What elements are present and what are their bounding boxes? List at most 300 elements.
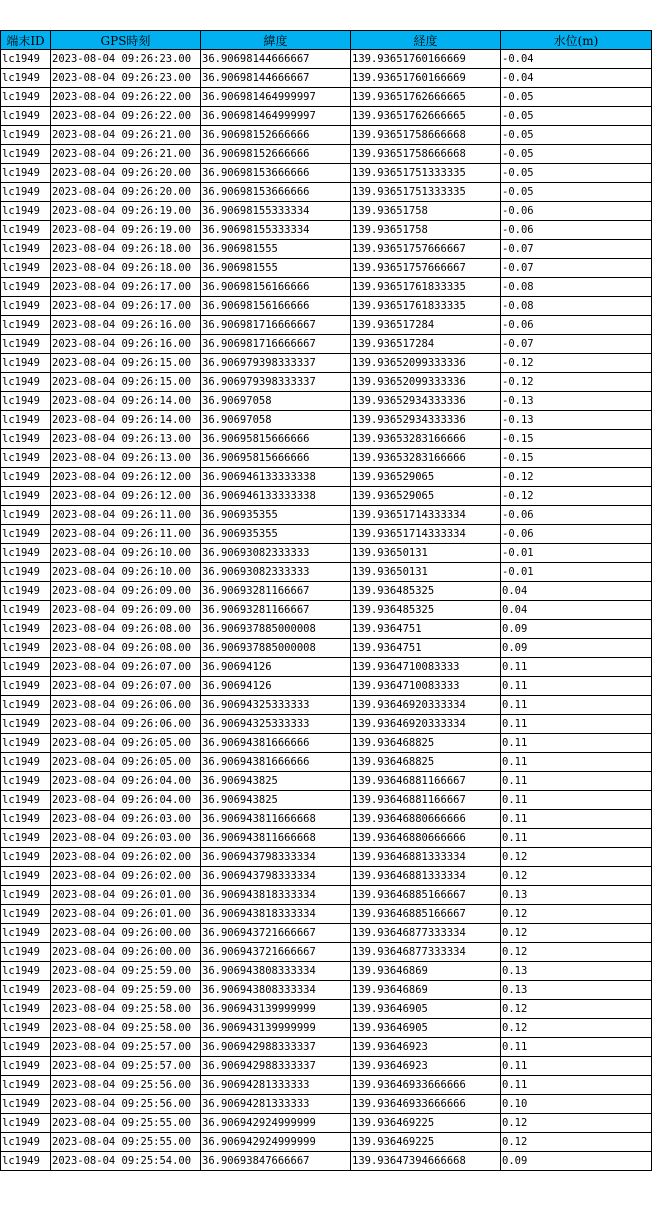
cell-water-level[interactable]: 0.11: [501, 753, 652, 772]
cell-latitude[interactable]: 36.90693281166667: [201, 601, 351, 620]
cell-latitude[interactable]: 36.906981464999997: [201, 88, 351, 107]
cell-device-id[interactable]: lc1949: [1, 639, 51, 658]
header-latitude[interactable]: 緯度: [201, 31, 351, 50]
cell-device-id[interactable]: lc1949: [1, 411, 51, 430]
cell-latitude[interactable]: 36.90694281333333: [201, 1095, 351, 1114]
cell-gps-time[interactable]: 2023-08-04 09:26:06.00: [51, 696, 201, 715]
cell-latitude[interactable]: 36.906943825: [201, 772, 351, 791]
cell-gps-time[interactable]: 2023-08-04 09:26:19.00: [51, 202, 201, 221]
cell-longitude[interactable]: 139.93651758: [351, 202, 501, 221]
cell-water-level[interactable]: 0.04: [501, 601, 652, 620]
cell-gps-time[interactable]: 2023-08-04 09:26:08.00: [51, 639, 201, 658]
cell-longitude[interactable]: 139.936468825: [351, 753, 501, 772]
cell-gps-time[interactable]: 2023-08-04 09:25:56.00: [51, 1076, 201, 1095]
cell-longitude[interactable]: 139.93651714333334: [351, 525, 501, 544]
cell-longitude[interactable]: 139.93646920333334: [351, 715, 501, 734]
cell-gps-time[interactable]: 2023-08-04 09:26:13.00: [51, 430, 201, 449]
cell-device-id[interactable]: lc1949: [1, 1019, 51, 1038]
cell-gps-time[interactable]: 2023-08-04 09:26:21.00: [51, 145, 201, 164]
cell-device-id[interactable]: lc1949: [1, 487, 51, 506]
cell-gps-time[interactable]: 2023-08-04 09:25:58.00: [51, 1019, 201, 1038]
cell-latitude[interactable]: 36.906981716666667: [201, 335, 351, 354]
cell-gps-time[interactable]: 2023-08-04 09:26:18.00: [51, 259, 201, 278]
cell-water-level[interactable]: -0.01: [501, 544, 652, 563]
cell-device-id[interactable]: lc1949: [1, 297, 51, 316]
cell-gps-time[interactable]: 2023-08-04 09:26:05.00: [51, 753, 201, 772]
cell-gps-time[interactable]: 2023-08-04 09:26:00.00: [51, 924, 201, 943]
cell-water-level[interactable]: 0.12: [501, 1114, 652, 1133]
cell-longitude[interactable]: 139.93646905: [351, 1000, 501, 1019]
cell-water-level[interactable]: -0.12: [501, 373, 652, 392]
cell-gps-time[interactable]: 2023-08-04 09:26:20.00: [51, 164, 201, 183]
cell-device-id[interactable]: lc1949: [1, 886, 51, 905]
cell-longitude[interactable]: 139.93646881166667: [351, 772, 501, 791]
cell-latitude[interactable]: 36.906981464999997: [201, 107, 351, 126]
cell-longitude[interactable]: 139.93651762666665: [351, 107, 501, 126]
cell-device-id[interactable]: lc1949: [1, 924, 51, 943]
header-device-id[interactable]: 端末ID: [1, 31, 51, 50]
cell-device-id[interactable]: lc1949: [1, 848, 51, 867]
cell-longitude[interactable]: 139.93647394666668: [351, 1152, 501, 1171]
cell-water-level[interactable]: 0.12: [501, 943, 652, 962]
cell-latitude[interactable]: 36.906937885000008: [201, 620, 351, 639]
cell-water-level[interactable]: -0.07: [501, 240, 652, 259]
cell-water-level[interactable]: 0.11: [501, 1076, 652, 1095]
cell-latitude[interactable]: 36.906943721666667: [201, 924, 351, 943]
cell-water-level[interactable]: 0.09: [501, 1152, 652, 1171]
cell-longitude[interactable]: 139.9364710083333: [351, 677, 501, 696]
cell-device-id[interactable]: lc1949: [1, 240, 51, 259]
cell-longitude[interactable]: 139.93646923: [351, 1038, 501, 1057]
cell-latitude[interactable]: 36.906943721666667: [201, 943, 351, 962]
cell-water-level[interactable]: 0.13: [501, 962, 652, 981]
cell-gps-time[interactable]: 2023-08-04 09:26:07.00: [51, 658, 201, 677]
cell-gps-time[interactable]: 2023-08-04 09:26:05.00: [51, 734, 201, 753]
cell-longitude[interactable]: 139.93651751333335: [351, 164, 501, 183]
cell-latitude[interactable]: 36.90694325333333: [201, 715, 351, 734]
header-gps-time[interactable]: GPS時刻: [51, 31, 201, 50]
cell-longitude[interactable]: 139.93650131: [351, 544, 501, 563]
cell-latitude[interactable]: 36.90694126: [201, 677, 351, 696]
cell-longitude[interactable]: 139.93651714333334: [351, 506, 501, 525]
cell-latitude[interactable]: 36.90698153666666: [201, 183, 351, 202]
cell-latitude[interactable]: 36.90698152666666: [201, 126, 351, 145]
cell-gps-time[interactable]: 2023-08-04 09:25:57.00: [51, 1038, 201, 1057]
cell-longitude[interactable]: 139.93650131: [351, 563, 501, 582]
cell-latitude[interactable]: 36.906942924999999: [201, 1133, 351, 1152]
cell-longitude[interactable]: 139.93646885166667: [351, 905, 501, 924]
cell-gps-time[interactable]: 2023-08-04 09:26:22.00: [51, 107, 201, 126]
cell-gps-time[interactable]: 2023-08-04 09:26:13.00: [51, 449, 201, 468]
cell-longitude[interactable]: 139.93651758666668: [351, 126, 501, 145]
cell-longitude[interactable]: 139.9364751: [351, 620, 501, 639]
cell-water-level[interactable]: 0.12: [501, 848, 652, 867]
cell-device-id[interactable]: lc1949: [1, 753, 51, 772]
cell-latitude[interactable]: 36.90693847666667: [201, 1152, 351, 1171]
cell-device-id[interactable]: lc1949: [1, 183, 51, 202]
cell-gps-time[interactable]: 2023-08-04 09:25:57.00: [51, 1057, 201, 1076]
cell-water-level[interactable]: -0.13: [501, 411, 652, 430]
cell-device-id[interactable]: lc1949: [1, 145, 51, 164]
cell-latitude[interactable]: 36.90698155333334: [201, 202, 351, 221]
cell-device-id[interactable]: lc1949: [1, 962, 51, 981]
cell-longitude[interactable]: 139.93646923: [351, 1057, 501, 1076]
cell-gps-time[interactable]: 2023-08-04 09:26:16.00: [51, 316, 201, 335]
cell-device-id[interactable]: lc1949: [1, 221, 51, 240]
cell-water-level[interactable]: -0.01: [501, 563, 652, 582]
cell-water-level[interactable]: -0.06: [501, 221, 652, 240]
cell-device-id[interactable]: lc1949: [1, 354, 51, 373]
cell-device-id[interactable]: lc1949: [1, 620, 51, 639]
cell-gps-time[interactable]: 2023-08-04 09:26:11.00: [51, 506, 201, 525]
cell-water-level[interactable]: 0.09: [501, 620, 652, 639]
cell-device-id[interactable]: lc1949: [1, 126, 51, 145]
cell-device-id[interactable]: lc1949: [1, 734, 51, 753]
cell-water-level[interactable]: 0.10: [501, 1095, 652, 1114]
cell-longitude[interactable]: 139.93651758666668: [351, 145, 501, 164]
cell-gps-time[interactable]: 2023-08-04 09:26:00.00: [51, 943, 201, 962]
cell-device-id[interactable]: lc1949: [1, 601, 51, 620]
cell-device-id[interactable]: lc1949: [1, 677, 51, 696]
cell-longitude[interactable]: 139.93651761833335: [351, 297, 501, 316]
cell-longitude[interactable]: 139.93646933666666: [351, 1076, 501, 1095]
cell-water-level[interactable]: 0.11: [501, 772, 652, 791]
cell-water-level[interactable]: -0.13: [501, 392, 652, 411]
cell-longitude[interactable]: 139.93646869: [351, 962, 501, 981]
cell-device-id[interactable]: lc1949: [1, 563, 51, 582]
cell-latitude[interactable]: 36.906981555: [201, 240, 351, 259]
cell-device-id[interactable]: lc1949: [1, 335, 51, 354]
cell-longitude[interactable]: 139.936468825: [351, 734, 501, 753]
cell-latitude[interactable]: 36.906943798333334: [201, 867, 351, 886]
cell-gps-time[interactable]: 2023-08-04 09:26:15.00: [51, 373, 201, 392]
cell-device-id[interactable]: lc1949: [1, 107, 51, 126]
cell-latitude[interactable]: 36.906943818333334: [201, 905, 351, 924]
cell-longitude[interactable]: 139.936529065: [351, 468, 501, 487]
cell-gps-time[interactable]: 2023-08-04 09:26:16.00: [51, 335, 201, 354]
cell-device-id[interactable]: lc1949: [1, 582, 51, 601]
cell-latitude[interactable]: 36.90694325333333: [201, 696, 351, 715]
cell-water-level[interactable]: -0.06: [501, 506, 652, 525]
cell-gps-time[interactable]: 2023-08-04 09:26:17.00: [51, 297, 201, 316]
cell-latitude[interactable]: 36.906946133333338: [201, 487, 351, 506]
cell-gps-time[interactable]: 2023-08-04 09:26:03.00: [51, 829, 201, 848]
cell-longitude[interactable]: 139.93646877333334: [351, 943, 501, 962]
cell-longitude[interactable]: 139.93652099333336: [351, 354, 501, 373]
header-water-level[interactable]: 水位(m): [501, 31, 652, 50]
cell-latitude[interactable]: 36.906981555: [201, 259, 351, 278]
cell-latitude[interactable]: 36.90693082333333: [201, 563, 351, 582]
cell-gps-time[interactable]: 2023-08-04 09:26:03.00: [51, 810, 201, 829]
cell-longitude[interactable]: 139.9364751: [351, 639, 501, 658]
cell-latitude[interactable]: 36.906979398333337: [201, 373, 351, 392]
cell-latitude[interactable]: 36.906946133333338: [201, 468, 351, 487]
cell-device-id[interactable]: lc1949: [1, 1057, 51, 1076]
cell-gps-time[interactable]: 2023-08-04 09:25:55.00: [51, 1133, 201, 1152]
cell-gps-time[interactable]: 2023-08-04 09:25:54.00: [51, 1152, 201, 1171]
cell-device-id[interactable]: lc1949: [1, 1095, 51, 1114]
cell-latitude[interactable]: 36.906942924999999: [201, 1114, 351, 1133]
cell-device-id[interactable]: lc1949: [1, 373, 51, 392]
cell-water-level[interactable]: 0.11: [501, 677, 652, 696]
cell-water-level[interactable]: -0.05: [501, 164, 652, 183]
cell-gps-time[interactable]: 2023-08-04 09:26:21.00: [51, 126, 201, 145]
cell-device-id[interactable]: lc1949: [1, 468, 51, 487]
cell-device-id[interactable]: lc1949: [1, 50, 51, 69]
cell-water-level[interactable]: 0.11: [501, 696, 652, 715]
cell-latitude[interactable]: 36.906943811666668: [201, 829, 351, 848]
cell-gps-time[interactable]: 2023-08-04 09:26:20.00: [51, 183, 201, 202]
cell-gps-time[interactable]: 2023-08-04 09:25:56.00: [51, 1095, 201, 1114]
cell-latitude[interactable]: 36.90698155333334: [201, 221, 351, 240]
cell-latitude[interactable]: 36.906943818333334: [201, 886, 351, 905]
cell-longitude[interactable]: 139.93652934333336: [351, 411, 501, 430]
cell-water-level[interactable]: -0.05: [501, 145, 652, 164]
cell-gps-time[interactable]: 2023-08-04 09:26:14.00: [51, 411, 201, 430]
cell-latitude[interactable]: 36.90697058: [201, 392, 351, 411]
cell-latitude[interactable]: 36.906943808333334: [201, 962, 351, 981]
cell-longitude[interactable]: 139.936485325: [351, 601, 501, 620]
cell-gps-time[interactable]: 2023-08-04 09:26:04.00: [51, 791, 201, 810]
cell-latitude[interactable]: 36.906943139999999: [201, 1019, 351, 1038]
cell-gps-time[interactable]: 2023-08-04 09:26:07.00: [51, 677, 201, 696]
cell-device-id[interactable]: lc1949: [1, 164, 51, 183]
cell-gps-time[interactable]: 2023-08-04 09:26:09.00: [51, 601, 201, 620]
cell-longitude[interactable]: 139.93651760166669: [351, 50, 501, 69]
cell-device-id[interactable]: lc1949: [1, 392, 51, 411]
cell-gps-time[interactable]: 2023-08-04 09:26:12.00: [51, 487, 201, 506]
cell-longitude[interactable]: 139.93646880666666: [351, 829, 501, 848]
cell-device-id[interactable]: lc1949: [1, 69, 51, 88]
cell-gps-time[interactable]: 2023-08-04 09:26:23.00: [51, 50, 201, 69]
cell-latitude[interactable]: 36.90694281333333: [201, 1076, 351, 1095]
cell-water-level[interactable]: -0.15: [501, 449, 652, 468]
cell-device-id[interactable]: lc1949: [1, 981, 51, 1000]
cell-device-id[interactable]: lc1949: [1, 1076, 51, 1095]
cell-latitude[interactable]: 36.90698152666666: [201, 145, 351, 164]
cell-gps-time[interactable]: 2023-08-04 09:25:55.00: [51, 1114, 201, 1133]
cell-latitude[interactable]: 36.906943811666668: [201, 810, 351, 829]
cell-water-level[interactable]: 0.12: [501, 1133, 652, 1152]
cell-water-level[interactable]: 0.11: [501, 658, 652, 677]
cell-water-level[interactable]: -0.12: [501, 468, 652, 487]
cell-water-level[interactable]: -0.06: [501, 316, 652, 335]
cell-gps-time[interactable]: 2023-08-04 09:26:04.00: [51, 772, 201, 791]
cell-water-level[interactable]: 0.11: [501, 1057, 652, 1076]
cell-latitude[interactable]: 36.906943139999999: [201, 1000, 351, 1019]
cell-water-level[interactable]: 0.12: [501, 1000, 652, 1019]
cell-device-id[interactable]: lc1949: [1, 791, 51, 810]
cell-device-id[interactable]: lc1949: [1, 715, 51, 734]
cell-gps-time[interactable]: 2023-08-04 09:26:18.00: [51, 240, 201, 259]
cell-latitude[interactable]: 36.906943808333334: [201, 981, 351, 1000]
cell-gps-time[interactable]: 2023-08-04 09:26:22.00: [51, 88, 201, 107]
cell-latitude[interactable]: 36.90698156166666: [201, 278, 351, 297]
cell-device-id[interactable]: lc1949: [1, 430, 51, 449]
cell-longitude[interactable]: 139.93646877333334: [351, 924, 501, 943]
cell-latitude[interactable]: 36.906979398333337: [201, 354, 351, 373]
cell-latitude[interactable]: 36.906935355: [201, 525, 351, 544]
cell-latitude[interactable]: 36.90693082333333: [201, 544, 351, 563]
cell-longitude[interactable]: 139.93651762666665: [351, 88, 501, 107]
cell-latitude[interactable]: 36.90697058: [201, 411, 351, 430]
cell-latitude[interactable]: 36.906942988333337: [201, 1057, 351, 1076]
cell-longitude[interactable]: 139.93646880666666: [351, 810, 501, 829]
cell-water-level[interactable]: 0.11: [501, 734, 652, 753]
cell-gps-time[interactable]: 2023-08-04 09:26:06.00: [51, 715, 201, 734]
cell-longitude[interactable]: 139.93651758: [351, 221, 501, 240]
cell-gps-time[interactable]: 2023-08-04 09:26:14.00: [51, 392, 201, 411]
cell-device-id[interactable]: lc1949: [1, 278, 51, 297]
cell-water-level[interactable]: 0.11: [501, 829, 652, 848]
cell-device-id[interactable]: lc1949: [1, 1114, 51, 1133]
cell-water-level[interactable]: 0.11: [501, 1038, 652, 1057]
cell-device-id[interactable]: lc1949: [1, 1133, 51, 1152]
cell-device-id[interactable]: lc1949: [1, 810, 51, 829]
cell-water-level[interactable]: -0.05: [501, 88, 652, 107]
cell-gps-time[interactable]: 2023-08-04 09:26:10.00: [51, 544, 201, 563]
cell-device-id[interactable]: lc1949: [1, 905, 51, 924]
cell-gps-time[interactable]: 2023-08-04 09:26:23.00: [51, 69, 201, 88]
cell-gps-time[interactable]: 2023-08-04 09:26:01.00: [51, 905, 201, 924]
cell-device-id[interactable]: lc1949: [1, 1000, 51, 1019]
cell-water-level[interactable]: -0.05: [501, 107, 652, 126]
cell-device-id[interactable]: lc1949: [1, 772, 51, 791]
cell-longitude[interactable]: 139.936485325: [351, 582, 501, 601]
cell-longitude[interactable]: 139.936517284: [351, 316, 501, 335]
cell-longitude[interactable]: 139.93646881333334: [351, 867, 501, 886]
cell-longitude[interactable]: 139.93646920333334: [351, 696, 501, 715]
cell-device-id[interactable]: lc1949: [1, 658, 51, 677]
cell-device-id[interactable]: lc1949: [1, 88, 51, 107]
cell-gps-time[interactable]: 2023-08-04 09:25:59.00: [51, 962, 201, 981]
cell-longitude[interactable]: 139.936529065: [351, 487, 501, 506]
cell-water-level[interactable]: 0.04: [501, 582, 652, 601]
cell-water-level[interactable]: 0.12: [501, 905, 652, 924]
cell-device-id[interactable]: lc1949: [1, 544, 51, 563]
cell-device-id[interactable]: lc1949: [1, 867, 51, 886]
cell-longitude[interactable]: 139.93651757666667: [351, 259, 501, 278]
cell-longitude[interactable]: 139.93646885166667: [351, 886, 501, 905]
cell-device-id[interactable]: lc1949: [1, 696, 51, 715]
cell-latitude[interactable]: 36.90694126: [201, 658, 351, 677]
cell-longitude[interactable]: 139.9364710083333: [351, 658, 501, 677]
cell-water-level[interactable]: 0.11: [501, 715, 652, 734]
cell-latitude[interactable]: 36.90693281166667: [201, 582, 351, 601]
cell-device-id[interactable]: lc1949: [1, 259, 51, 278]
cell-latitude[interactable]: 36.906937885000008: [201, 639, 351, 658]
cell-longitude[interactable]: 139.93653283166666: [351, 430, 501, 449]
cell-longitude[interactable]: 139.936469225: [351, 1133, 501, 1152]
cell-water-level[interactable]: -0.08: [501, 297, 652, 316]
cell-latitude[interactable]: 36.90698144666667: [201, 69, 351, 88]
cell-longitude[interactable]: 139.93652099333336: [351, 373, 501, 392]
cell-longitude[interactable]: 139.93646869: [351, 981, 501, 1000]
header-longitude[interactable]: 経度: [351, 31, 501, 50]
cell-water-level[interactable]: -0.08: [501, 278, 652, 297]
cell-water-level[interactable]: -0.07: [501, 335, 652, 354]
cell-device-id[interactable]: lc1949: [1, 1038, 51, 1057]
cell-latitude[interactable]: 36.90698156166666: [201, 297, 351, 316]
cell-latitude[interactable]: 36.906935355: [201, 506, 351, 525]
cell-longitude[interactable]: 139.936517284: [351, 335, 501, 354]
cell-water-level[interactable]: -0.07: [501, 259, 652, 278]
cell-water-level[interactable]: -0.06: [501, 202, 652, 221]
cell-gps-time[interactable]: 2023-08-04 09:26:08.00: [51, 620, 201, 639]
cell-gps-time[interactable]: 2023-08-04 09:26:15.00: [51, 354, 201, 373]
cell-device-id[interactable]: lc1949: [1, 1152, 51, 1171]
cell-device-id[interactable]: lc1949: [1, 829, 51, 848]
cell-water-level[interactable]: -0.15: [501, 430, 652, 449]
cell-gps-time[interactable]: 2023-08-04 09:26:19.00: [51, 221, 201, 240]
cell-longitude[interactable]: 139.93651760166669: [351, 69, 501, 88]
cell-latitude[interactable]: 36.90698153666666: [201, 164, 351, 183]
cell-device-id[interactable]: lc1949: [1, 449, 51, 468]
cell-gps-time[interactable]: 2023-08-04 09:26:09.00: [51, 582, 201, 601]
cell-device-id[interactable]: lc1949: [1, 202, 51, 221]
cell-latitude[interactable]: 36.906981716666667: [201, 316, 351, 335]
cell-gps-time[interactable]: 2023-08-04 09:26:11.00: [51, 525, 201, 544]
cell-gps-time[interactable]: 2023-08-04 09:25:58.00: [51, 1000, 201, 1019]
cell-latitude[interactable]: 36.90694381666666: [201, 753, 351, 772]
cell-water-level[interactable]: -0.05: [501, 126, 652, 145]
cell-gps-time[interactable]: 2023-08-04 09:25:59.00: [51, 981, 201, 1000]
cell-water-level[interactable]: 0.13: [501, 981, 652, 1000]
cell-latitude[interactable]: 36.906942988333337: [201, 1038, 351, 1057]
cell-gps-time[interactable]: 2023-08-04 09:26:12.00: [51, 468, 201, 487]
cell-longitude[interactable]: 139.93653283166666: [351, 449, 501, 468]
cell-device-id[interactable]: lc1949: [1, 506, 51, 525]
cell-latitude[interactable]: 36.906943825: [201, 791, 351, 810]
cell-longitude[interactable]: 139.93646881333334: [351, 848, 501, 867]
cell-longitude[interactable]: 139.93651757666667: [351, 240, 501, 259]
cell-longitude[interactable]: 139.93646881166667: [351, 791, 501, 810]
cell-water-level[interactable]: -0.12: [501, 354, 652, 373]
cell-water-level[interactable]: 0.11: [501, 791, 652, 810]
cell-gps-time[interactable]: 2023-08-04 09:26:17.00: [51, 278, 201, 297]
cell-latitude[interactable]: 36.90695815666666: [201, 430, 351, 449]
cell-device-id[interactable]: lc1949: [1, 525, 51, 544]
cell-water-level[interactable]: -0.04: [501, 50, 652, 69]
cell-latitude[interactable]: 36.906943798333334: [201, 848, 351, 867]
cell-gps-time[interactable]: 2023-08-04 09:26:02.00: [51, 848, 201, 867]
cell-longitude[interactable]: 139.93652934333336: [351, 392, 501, 411]
cell-gps-time[interactable]: 2023-08-04 09:26:01.00: [51, 886, 201, 905]
cell-longitude[interactable]: 139.93646905: [351, 1019, 501, 1038]
cell-device-id[interactable]: lc1949: [1, 316, 51, 335]
cell-latitude[interactable]: 36.90694381666666: [201, 734, 351, 753]
cell-longitude[interactable]: 139.93646933666666: [351, 1095, 501, 1114]
cell-water-level[interactable]: -0.12: [501, 487, 652, 506]
cell-longitude[interactable]: 139.936469225: [351, 1114, 501, 1133]
cell-gps-time[interactable]: 2023-08-04 09:26:02.00: [51, 867, 201, 886]
cell-longitude[interactable]: 139.93651751333335: [351, 183, 501, 202]
cell-water-level[interactable]: 0.09: [501, 639, 652, 658]
cell-water-level[interactable]: 0.11: [501, 810, 652, 829]
cell-gps-time[interactable]: 2023-08-04 09:26:10.00: [51, 563, 201, 582]
cell-water-level[interactable]: 0.13: [501, 886, 652, 905]
cell-device-id[interactable]: lc1949: [1, 943, 51, 962]
cell-latitude[interactable]: 36.90695815666666: [201, 449, 351, 468]
cell-water-level[interactable]: 0.12: [501, 924, 652, 943]
cell-longitude[interactable]: 139.93651761833335: [351, 278, 501, 297]
cell-water-level[interactable]: -0.06: [501, 525, 652, 544]
cell-water-level[interactable]: -0.04: [501, 69, 652, 88]
cell-latitude[interactable]: 36.90698144666667: [201, 50, 351, 69]
cell-water-level[interactable]: 0.12: [501, 1019, 652, 1038]
cell-water-level[interactable]: -0.05: [501, 183, 652, 202]
cell-water-level[interactable]: 0.12: [501, 867, 652, 886]
